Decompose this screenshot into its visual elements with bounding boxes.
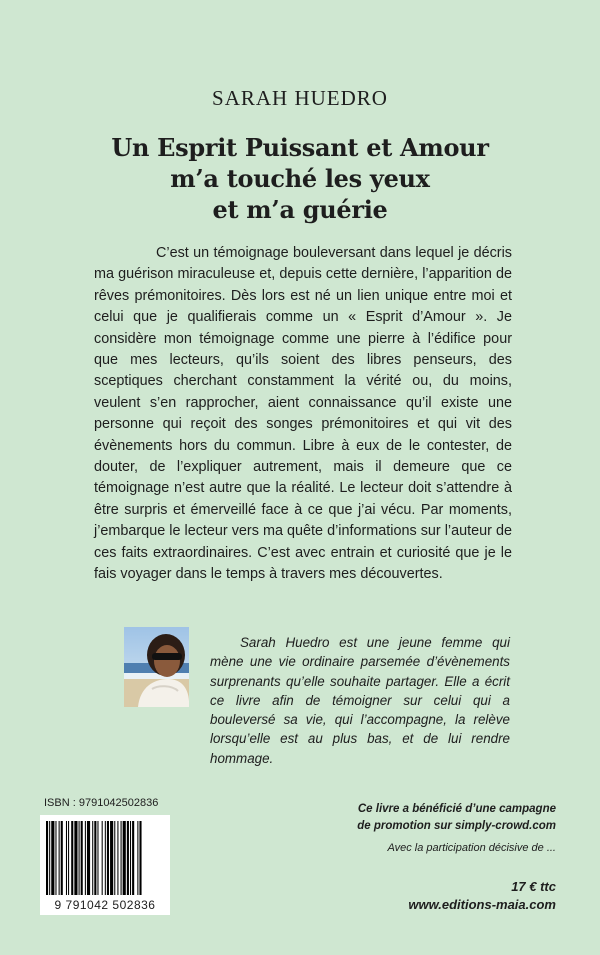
publisher-website[interactable]: www.editions-maia.com — [408, 897, 556, 912]
author-name: SARAH HUEDRO — [212, 86, 388, 110]
promo-line-1: Ce livre a bénéficié d’une campagne — [357, 803, 556, 815]
title-line-1: Un Esprit Puissant et Amour — [111, 133, 489, 162]
price: 17 € ttc — [511, 879, 556, 894]
promo-line-2: de promotion sur simply-crowd.com — [357, 820, 556, 832]
title-line-2: m’a touché les yeux — [170, 164, 430, 193]
book-summary: C’est un témoignage bouleversant dans lequel je décris ma guérison miraculeuse et, depuis cette dernière, l’apparition de rêves prémonitoires. Dès lors est né un lien unique entre moi et celui que je qualifierais comme un « Esprit d’Amour ». Je considère mon témoignage comme une pierre à l’édifice pour que mes lecteurs, qu’ils soient des libres penseurs, des sceptiques cherchant constamment la vérité ou, du moins, veulent s’en rapprocher, aient connaissance qu’il existe une personne qui reçoit des songes prémonitoires et qui vit des évènements hors du commun. Libre à eux de le contester, de douter, de l’expliquer autrement, mais il demeure que ce témoignage n’est autre que la réalité. Le lecteur doit s’attendre à être surpris et émerveillé face à ce que j’ai vécu. Par moments, j’embarque le lecteur vers ma quête d’informations sur l’auteur de ces faits extraordinaires. C’est avec entrain et curiosité que je le fais voyager dans le temps à travers mes découvertes. — [94, 245, 512, 583]
barcode-digits: 9 791042 502836 — [54, 898, 156, 912]
title-line-3: et m’a guérie — [212, 195, 388, 224]
author-bio: Sarah Huedro est une jeune femme qui mène une vie ordinaire parsemée d’évènements surprenants qu’elle souhaite partager. Elle a écrit ce livre afin de témoigner sur celui qui a bouleversé sa vie, qui l’accompagne, la relève lorsqu’elle est au plus bas, et de lui rendre hommage. — [210, 635, 510, 766]
author-photo — [124, 627, 189, 707]
book-title — [0, 132, 600, 225]
promo-text — [296, 801, 556, 835]
participation-text: Avec la participation décisive de ... — [387, 842, 556, 854]
isbn-label: ISBN : 9791042502836 — [44, 797, 159, 809]
